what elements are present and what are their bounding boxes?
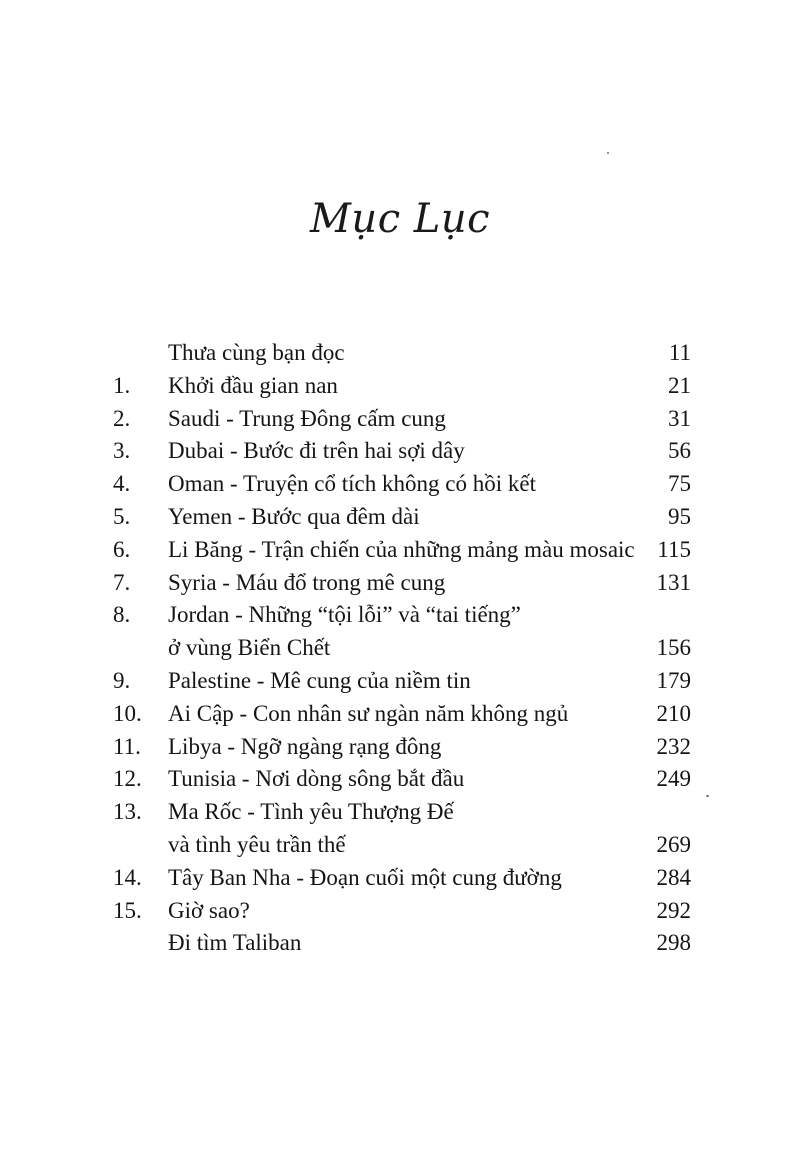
- toc-entry-title: Ma Rốc - Tình yêu Thượng Đế: [168, 799, 454, 825]
- toc-entry: [0, 698, 800, 731]
- toc-entry-page: 115: [657, 536, 691, 562]
- toc-entry-title: Li Băng - Trận chiến của những mảng màu mosaic: [168, 536, 635, 562]
- toc-entry: [0, 796, 800, 829]
- toc-entry: [0, 337, 800, 370]
- toc-entry: [0, 468, 800, 501]
- toc-entry-title: Libya - Ngỡ ngàng rạng đông: [168, 733, 442, 759]
- toc-entry-page: 131: [656, 569, 691, 595]
- toc-entry: [0, 435, 800, 468]
- toc-entry-number: 11.: [113, 733, 141, 759]
- toc-entry-page: 156: [656, 635, 691, 661]
- toc-entry-title: Khởi đầu gian nan: [168, 372, 338, 398]
- toc-entry: [0, 895, 800, 928]
- toc-entry-title: Palestine - Mê cung của niềm tin: [168, 667, 471, 693]
- toc-entry-title: Giờ sao?: [168, 897, 250, 923]
- toc-entry-number: 6.: [113, 536, 131, 562]
- toc-entry-title: Thưa cùng bạn đọc: [168, 340, 345, 365]
- toc-entry: [0, 927, 800, 960]
- toc-entry-page: 249: [656, 766, 691, 792]
- toc-entry-page: 232: [656, 733, 691, 759]
- toc-entry-page: 269: [656, 831, 691, 857]
- toc-entry: [0, 403, 800, 436]
- toc-entry-number: 3.: [113, 438, 131, 464]
- toc-entry-title: Jordan - Những “tội lỗi” và “tai tiếng”: [168, 602, 521, 628]
- toc-entry-title: và tình yêu trần thế: [168, 831, 346, 857]
- toc-entry-number: 10.: [113, 700, 142, 726]
- toc-entry-page: 95: [668, 503, 691, 529]
- toc-entry-title: Tây Ban Nha - Đoạn cuối một cung đường: [168, 864, 562, 890]
- toc-entry-title: Oman - Truyện cổ tích không có hồi kết: [168, 471, 536, 497]
- toc-entry-title: ở vùng Biển Chết: [168, 635, 331, 661]
- toc-entry-page: 31: [668, 405, 691, 431]
- toc-entry-number: 4.: [113, 471, 131, 497]
- toc-entry-page: 210: [656, 700, 691, 726]
- toc-entry: [0, 599, 800, 632]
- table-of-contents: [0, 337, 800, 960]
- toc-entry: [0, 567, 800, 600]
- toc-entry-title: Dubai - Bước đi trên hai sợi dây: [168, 438, 465, 464]
- toc-entry-page: 75: [668, 471, 691, 497]
- toc-entry-title: Ai Cập - Con nhân sư ngàn năm không ngủ: [168, 700, 569, 726]
- toc-entry-page: 284: [656, 864, 691, 890]
- paper-speck: [607, 152, 609, 154]
- toc-entry: [0, 534, 800, 567]
- toc-entry-number: 13.: [113, 799, 142, 825]
- toc-entry: [0, 665, 800, 698]
- toc-entry: [0, 501, 800, 534]
- toc-entry-title: Yemen - Bước qua đêm dài: [168, 503, 420, 529]
- toc-entry-number: 15.: [113, 897, 142, 923]
- toc-entry: [0, 632, 800, 665]
- toc-entry-title: Saudi - Trung Đông cấm cung: [168, 405, 446, 431]
- toc-entry-page: 21: [668, 372, 691, 398]
- toc-entry-number: 9.: [113, 667, 131, 693]
- toc-entry-title: Tunisia - Nơi dòng sông bắt đầu: [168, 766, 465, 792]
- page-title: Mục Lục: [309, 196, 491, 242]
- toc-entry: [0, 731, 800, 764]
- toc-entry-page: 56: [668, 438, 691, 464]
- toc-entry-number: 14.: [113, 864, 142, 890]
- toc-entry: [0, 763, 800, 796]
- toc-entry-number: 5.: [113, 503, 131, 529]
- toc-entry-page: 292: [656, 897, 691, 923]
- toc-entry: [0, 862, 800, 895]
- toc-entry-title: Đi tìm Taliban: [168, 930, 302, 956]
- toc-entry: [0, 370, 800, 403]
- toc-entry-number: 1.: [113, 372, 131, 398]
- toc-entry-page: 298: [656, 930, 691, 956]
- toc-entry-page: 179: [656, 667, 691, 693]
- toc-entry-number: 8.: [113, 602, 131, 628]
- toc-entry-number: 2.: [113, 405, 131, 431]
- toc-entry: [0, 829, 800, 862]
- toc-entry-page: 11: [668, 340, 691, 365]
- toc-entry-number: 7.: [113, 569, 131, 595]
- toc-entry-number: 12.: [113, 766, 142, 792]
- paper-speck: [706, 795, 709, 797]
- toc-entry-title: Syria - Máu đổ trong mê cung: [168, 569, 446, 595]
